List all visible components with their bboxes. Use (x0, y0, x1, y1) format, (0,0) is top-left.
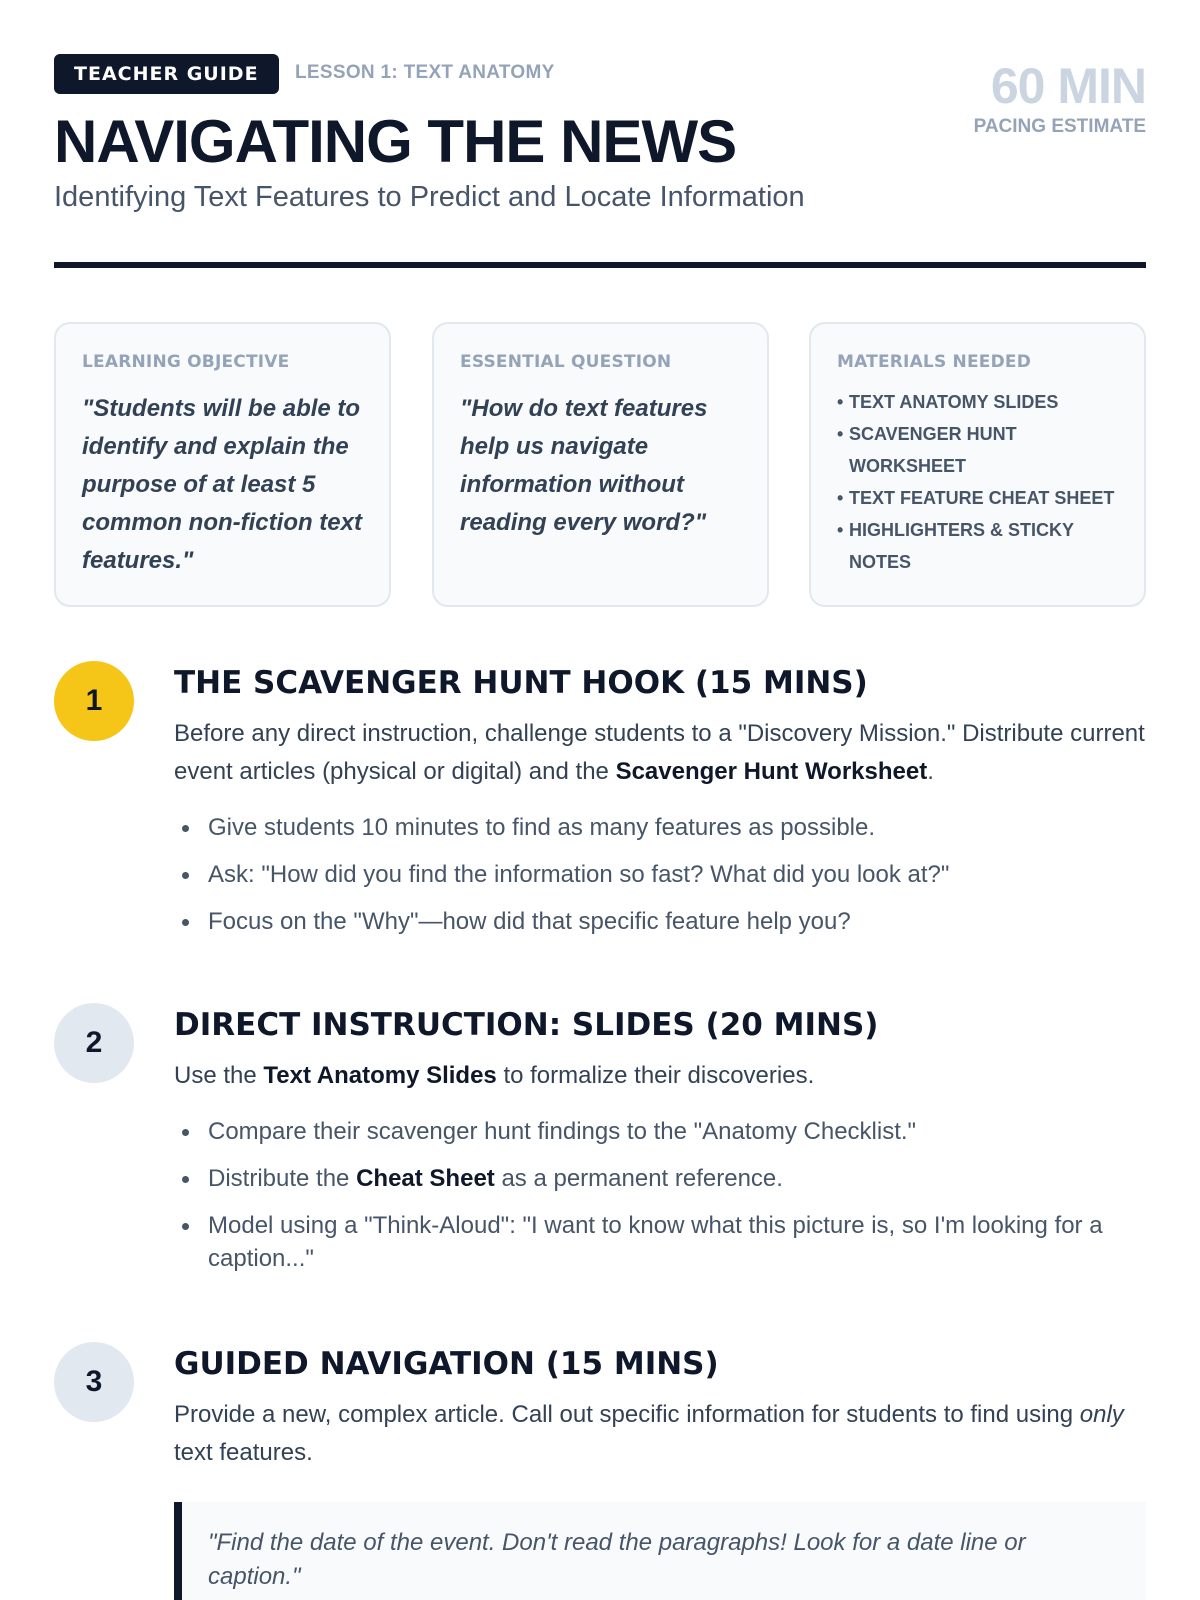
materials-list (837, 386, 1118, 578)
essential-question-card (432, 322, 769, 607)
step-bullet: Distribute the Cheat Sheet as a permanent reference. (174, 1162, 1146, 1195)
materials-item: • SCAVENGER HUNT WORKSHEET (837, 418, 1118, 482)
step-number-badge: 1 (54, 661, 134, 741)
materials-item: • HIGHLIGHTERS & STICKY NOTES (837, 514, 1118, 578)
teacher-guide-page (54, 0, 1146, 1600)
example-prompt-text: "Find the date of the event. Don't read the paragraphs! Look for a date line or caption." (208, 1529, 1026, 1590)
header-divider (54, 262, 1146, 268)
step-number-badge: 2 (54, 1003, 134, 1083)
step-bullet: Ask: "How did you find the information so fast? What did you look at?" (174, 858, 1146, 891)
materials-item: • TEXT FEATURE CHEAT SHEET (837, 482, 1118, 514)
card-title: ESSENTIAL QUESTION (460, 352, 672, 372)
materials-needed-card (809, 322, 1146, 607)
step-bullet: Model using a "Think-Aloud": "I want to know what this picture is, so I'm looking for a caption..." (174, 1209, 1146, 1275)
material-reference: Text Anatomy Slides (263, 1062, 497, 1089)
materials-item: • TEXT ANATOMY SLIDES (837, 386, 1118, 418)
step-number-badge: 3 (54, 1342, 134, 1422)
step-bullet: Give students 10 minutes to find as many features as possible. (174, 811, 1146, 844)
emphasis-text: only (1079, 1401, 1124, 1428)
pacing-label: PACING ESTIMATE (973, 116, 1146, 137)
page-subtitle: Identifying Text Features to Predict and Locate Information (54, 181, 805, 213)
question-quote: "How do text features help us navigate information without reading every word?" (460, 395, 708, 536)
step-description: Before any direct instruction, challenge students to a "Discovery Mission." Distribute current event articles (physical or digital) and the Scavenger Hunt Worksheet. (174, 720, 1145, 785)
learning-objective-card (54, 322, 391, 607)
step-description: Use the Text Anatomy Slides to formalize their discoveries. (174, 1062, 815, 1089)
material-reference: Cheat Sheet (356, 1165, 495, 1192)
step-bullets (174, 1115, 1146, 1275)
step-bullet: Compare their scavenger hunt findings to the "Anatomy Checklist." (174, 1115, 1146, 1148)
card-title: MATERIALS NEEDED (837, 352, 1032, 372)
step-bullets (174, 811, 1146, 938)
lesson-label: LESSON 1: TEXT ANATOMY (295, 62, 555, 83)
teacher-guide-badge: TEACHER GUIDE (54, 54, 279, 94)
step-title: DIRECT INSTRUCTION: SLIDES (20 MINS) (174, 1007, 879, 1043)
pacing-estimate (974, 58, 1146, 138)
pacing-value: 60 MIN (990, 58, 1146, 114)
step-title: THE SCAVENGER HUNT HOOK (15 MINS) (174, 665, 868, 701)
objective-quote: "Students will be able to identify and explain the purpose of at least 5 common non-fiction text features." (82, 395, 362, 574)
step-title: GUIDED NAVIGATION (15 MINS) (174, 1346, 719, 1382)
material-reference: Scavenger Hunt Worksheet (615, 758, 928, 785)
card-title: LEARNING OBJECTIVE (82, 352, 290, 372)
page-title: NAVIGATING THE NEWS (54, 108, 737, 175)
step-description: Provide a new, complex article. Call out specific information for students to find using only text features. (174, 1401, 1124, 1466)
step-bullet: Focus on the "Why"—how did that specific feature help you? (174, 905, 1146, 938)
example-prompt-callout (174, 1502, 1146, 1600)
